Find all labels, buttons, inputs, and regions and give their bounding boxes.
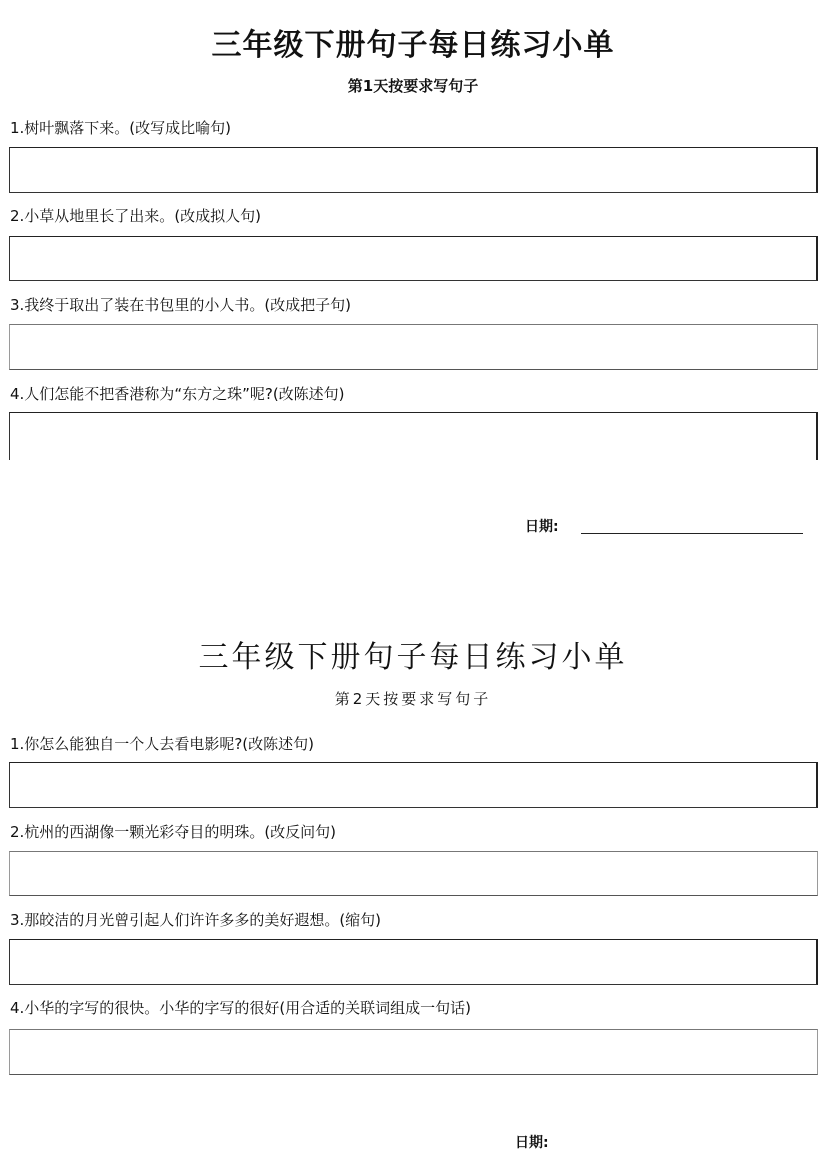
page-title: 三年级下册句子每日练习小单 xyxy=(211,28,615,63)
question-4: 4.小华的字写的很快。小华的字写的很好(用合适的关联词组成一句话) xyxy=(10,999,472,1017)
question-1: 1.你怎么能独自一个人去看电影呢?(改陈述句) xyxy=(10,735,314,753)
question-3: 3.我终于取出了装在书包里的小人书。(改成把子句) xyxy=(10,296,352,314)
page-subtitle: 第2天按要求写句子 xyxy=(334,690,492,708)
answer-box-2[interactable] xyxy=(9,851,818,896)
page-subtitle: 第1天按要求写句子 xyxy=(347,77,479,95)
question-1: 1.树叶飘落下来。(改写成比喻句) xyxy=(10,119,232,137)
question-4: 4.人们怎能不把香港称为“东方之珠”呢?(改陈述句) xyxy=(10,385,345,403)
date-label: 日期: xyxy=(525,519,559,535)
question-2: 2.小草从地里长了出来。(改成拟人句) xyxy=(10,207,262,225)
question-3: 3.那皎洁的月光曾引起人们许许多多的美好遐想。(缩句) xyxy=(10,911,382,929)
answer-box-1[interactable] xyxy=(9,762,818,808)
page-title: 三年级下册句子每日练习小单 xyxy=(198,640,628,675)
answer-box-3[interactable] xyxy=(9,939,818,985)
answer-box-4[interactable] xyxy=(9,1029,818,1075)
question-2: 2.杭州的西湖像一颗光彩夺目的明珠。(改反问句) xyxy=(10,823,337,841)
date-label: 日期: xyxy=(515,1135,549,1151)
